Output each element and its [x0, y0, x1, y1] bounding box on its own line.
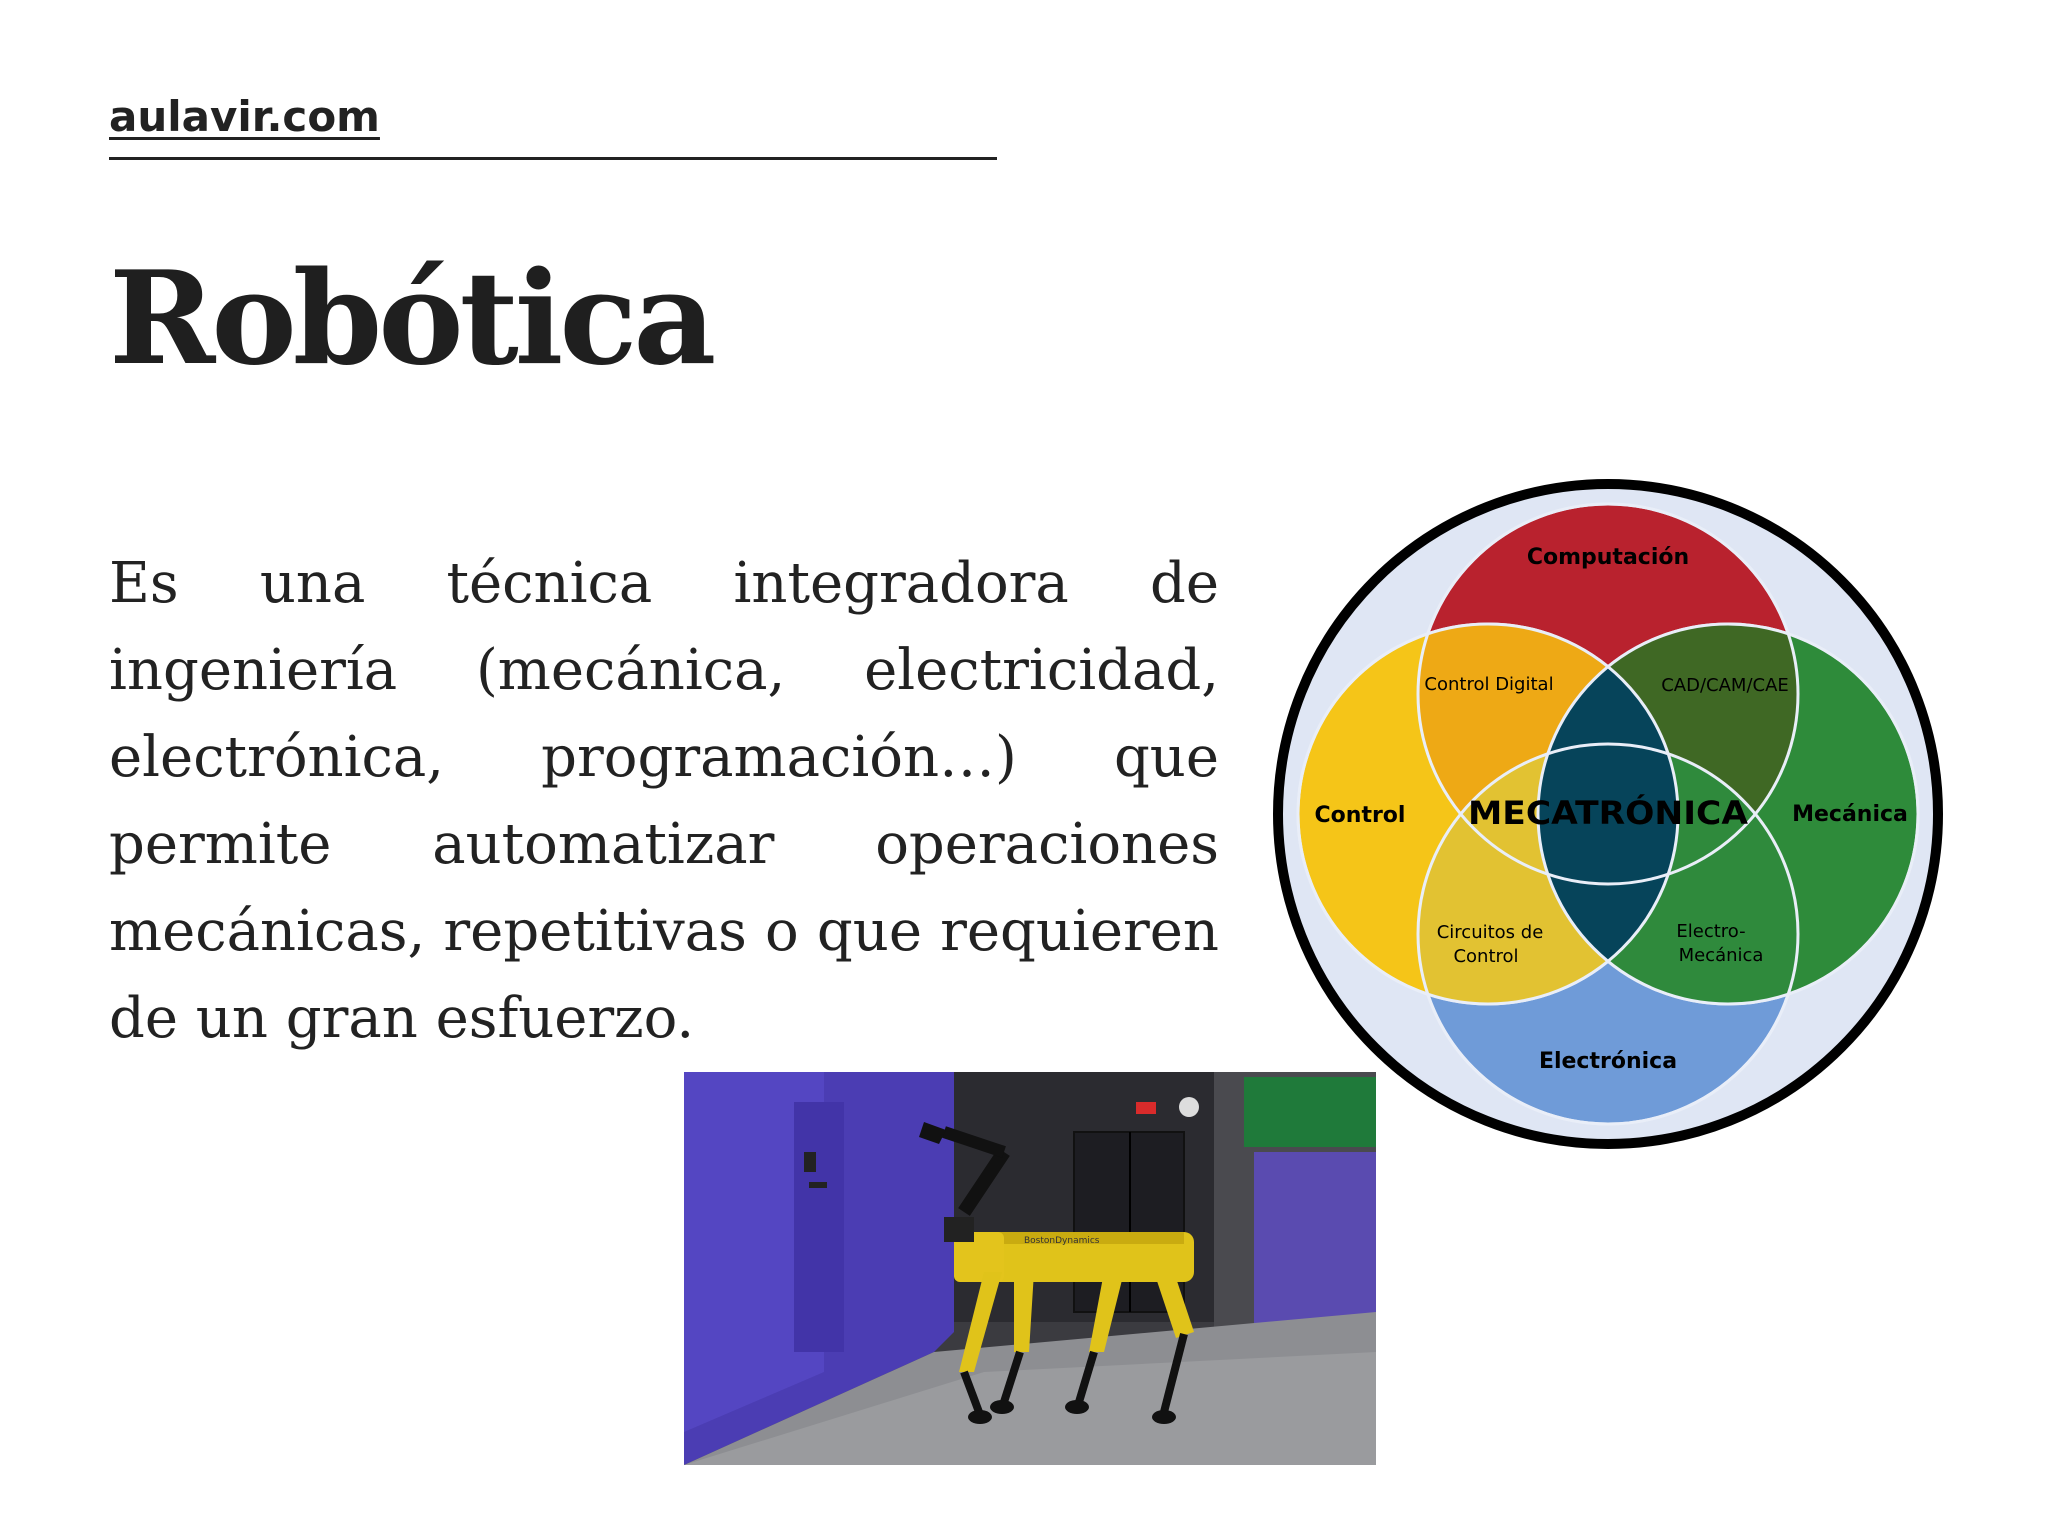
label-control-digital: Control Digital	[1424, 674, 1554, 695]
header-divider	[109, 157, 997, 160]
label-circuitos-2: Control	[1453, 946, 1519, 967]
label-control: Control	[1314, 803, 1406, 828]
site-link[interactable]: aulavir.com	[109, 92, 380, 141]
description-paragraph: Es una técnica integradora de ingeniería (mecánica, electricidad, electrónica, programación…) que permite automatizar operaciones mecánicas, repetitivas o que requieren de un gran esfuerzo.	[109, 551, 1219, 1051]
robot-photo	[684, 1072, 1376, 1465]
label-mecanica: Mecánica	[1792, 802, 1908, 827]
page-title: Robótica	[109, 244, 713, 394]
label-electro-1: Electro-	[1676, 921, 1746, 942]
label-circuitos-1: Circuitos de	[1436, 922, 1544, 943]
label-cad-cam-cae: CAD/CAM/CAE	[1661, 675, 1789, 696]
mechatronics-venn-diagram	[1268, 472, 1968, 1156]
label-computacion: Computación	[1526, 545, 1690, 570]
robot-brand-label: BostonDynamics	[1024, 1236, 1100, 1246]
label-mecatronica: MECATRÓNICA	[1468, 794, 1729, 832]
label-electronica: Electrónica	[1538, 1049, 1678, 1074]
label-electro-2: Mecánica	[1678, 945, 1764, 966]
